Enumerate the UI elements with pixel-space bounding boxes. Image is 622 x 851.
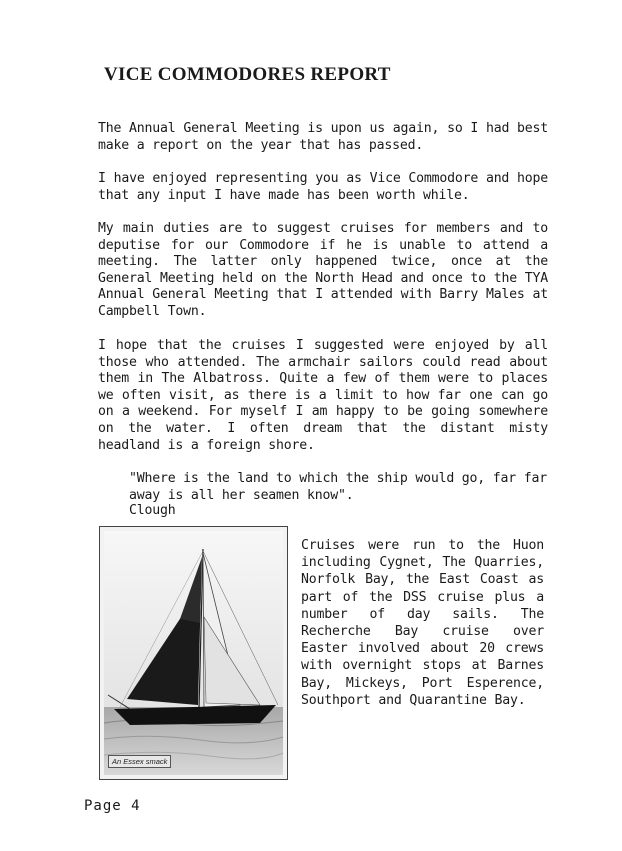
cruises-summary: Cruises were run to the Huon including Cygnet, The Quarries, Norfolk Bay, the East Coast as part of the DSS cruise plus a number of day sails. The Recherche Bay cruise over Easter involved about 20 crews with overnight stops at Barnes Bay, Mickeys, Port Esperence, Southport and Quarantine Bay.	[301, 538, 544, 708]
paragraph-representing: I have enjoyed representing you as Vice Commodore and hope that any input I have made has been worth while.	[98, 171, 548, 203]
sailboat-photo	[99, 526, 288, 780]
quote-text: "Where is the land to which the ship would go, far far away is all her seamen know".	[129, 471, 547, 503]
paragraph-cruises: I hope that the cruises I suggested were enjoyed by all those who attended. The armchair sailors could read about them in The Albatross. Quite a few of them were to places we often visit, as there is a limit to how far one can go on a weekend. For myself I am happy to be going somewhere on the water. I often dream that the distant misty headland is a foreign shore.	[98, 338, 548, 453]
page-number: Page 4	[84, 798, 141, 814]
paragraph-agm: The Annual General Meeting is upon us again, so I had best make a report on the year that has passed.	[98, 121, 548, 153]
photo-caption: An Essex smack	[108, 755, 171, 768]
quote-author: Clough	[129, 503, 176, 518]
page-title: VICE COMMODORES REPORT	[104, 64, 391, 85]
sailboat-illustration	[100, 527, 287, 779]
paragraph-duties: My main duties are to suggest cruises for members and to deputise for our Commodore if he is unable to attend a meeting. The latter only happened twice, once at the General Meeting held on the North Head and once to the TYA Annual General Meeting that I attended with Barry Males at Campbell Town.	[98, 221, 548, 319]
